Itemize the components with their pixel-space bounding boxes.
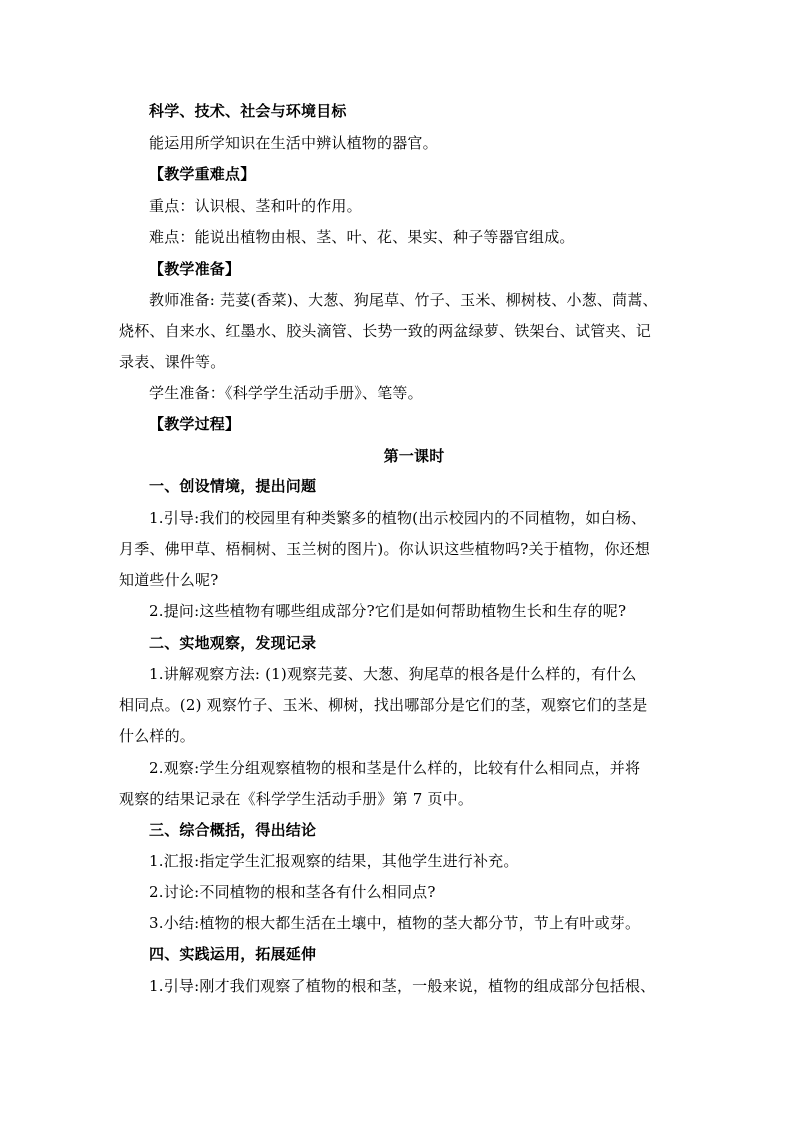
paragraph-line: 1.汇报:指定学生汇报观察的结果，其他学生进行补充。 (149, 852, 519, 870)
teacher-prep-line: 烧杯、自来水、红墨水、胶头滴管、长势一致的两盆绿萝、铁架台、试管夹、记 (119, 322, 652, 340)
paragraph-line: 3.小结:植物的根大都生活在土壤中，植物的茎大都分节，节上有叶或芽。 (149, 914, 641, 932)
paragraph-line: 月季、佛甲草、梧桐树、玉兰树的图片)。你认识这些植物吗?关于植物，你还想 (119, 540, 651, 558)
section-heading: 三、综合概括，得出结论 (149, 821, 317, 839)
section-heading: 一、创设情境，提出问题 (149, 477, 317, 495)
section-heading: 四、实践运用，拓展延伸 (149, 945, 317, 963)
goal-text: 能运用所学知识在生活中辨认植物的器官。 (149, 134, 438, 152)
process-heading: 【教学过程】 (149, 415, 241, 433)
paragraph-line: 什么样的。 (119, 727, 196, 745)
teacher-prep-line: 教师准备: 芫荽(香菜)、大葱、狗尾草、竹子、玉米、柳树枝、小葱、茼蒿、 (149, 291, 658, 309)
difficult-point-text: 难点：能说出植物由根、茎、叶、花、果实、种子等器官组成。 (149, 228, 575, 246)
preparation-heading: 【教学准备】 (149, 260, 241, 278)
paragraph-line: 知道些什么呢? (119, 571, 219, 589)
section-heading: 二、实地观察，发现记录 (149, 634, 317, 652)
key-point-text: 重点：认识根、茎和叶的作用。 (149, 197, 362, 215)
paragraph-line: 2.讨论:不同植物的根和茎各有什么相同点? (149, 883, 436, 901)
key-points-heading: 【教学重难点】 (149, 165, 256, 183)
student-prep-text: 学生准备：《科学学生活动手册》、笔等。 (149, 384, 423, 402)
paragraph-line: 1.引导:我们的校园里有种类繁多的植物(出示校园内的不同植物，如白杨、 (149, 509, 647, 527)
paragraph-line: 2.观察:学生分组观察植物的根和茎是什么样的，比较有什么相同点，并将 (149, 759, 641, 777)
teacher-prep-line: 录表、课件等。 (119, 353, 226, 371)
paragraph-line: 2.提问:这些植物有哪些组成部分?它们是如何帮助植物生长和生存的呢? (149, 602, 627, 620)
paragraph-line: 1.讲解观察方法: (1)观察芫荽、大葱、狗尾草的根各是什么样的，有什么 (149, 665, 637, 683)
paragraph-line: 观察的结果记录在《科学学生活动手册》第 7 页中。 (119, 790, 474, 808)
lesson-title: 第一课时 (383, 447, 445, 465)
goal-heading: 科学、技术、社会与环境目标 (149, 102, 347, 120)
paragraph-line: 1.引导:刚才我们观察了植物的根和茎，一般来说，植物的组成部分包括根、 (149, 977, 656, 995)
paragraph-line: 相同点。(2) 观察竹子、玉米、柳树，找出哪部分是它们的茎，观察它们的茎是 (119, 696, 648, 714)
